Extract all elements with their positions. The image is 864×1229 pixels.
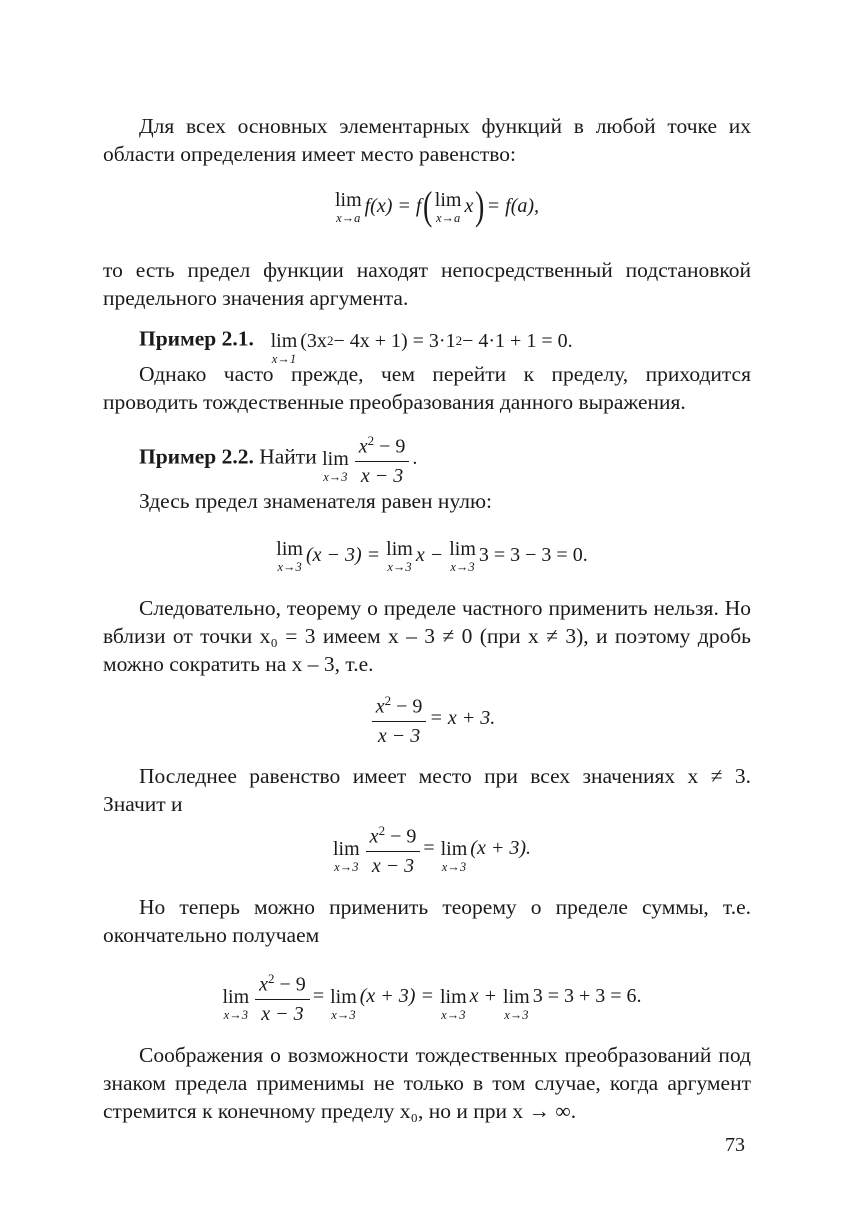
rhs: = x + 3. bbox=[429, 706, 496, 729]
lim-operator: lim x→3 bbox=[222, 985, 250, 1022]
fraction: $\frac{x^2 - 9}{x - 3}$ bbox=[355, 430, 410, 487]
lim-operator-4: lim x→3 bbox=[503, 985, 530, 1022]
term-4: 3 = 3 + 3 = 6. bbox=[532, 984, 642, 1007]
paragraph-7: Но теперь можно применить теорему о пределе суммы, т.е. окончательно получаем bbox=[103, 895, 751, 947]
expr-b: − 4x + 1) = 3·1 bbox=[333, 329, 456, 352]
paragraph-3: Однако часто прежде, чем перейти к пределу, приходится проводить тождественные преобразования данного выражения. bbox=[103, 362, 751, 414]
example-label: Пример 2.2. bbox=[139, 444, 254, 469]
lim-operator: lim x→3 bbox=[276, 538, 303, 574]
lim-operator: lim x→1 bbox=[270, 330, 298, 366]
find-word: Найти bbox=[259, 444, 317, 469]
fraction: $\frac{x^2 - 9}{x - 3}$ bbox=[255, 968, 310, 1025]
page-number: 73 bbox=[725, 1134, 745, 1156]
lim-operator: lim x→3 bbox=[322, 447, 349, 484]
formula-limit-substitution: lim x→a f(x) = f ( lim x→a x ) = f(a), bbox=[334, 183, 540, 228]
lim-operator: lim x→3 bbox=[333, 837, 360, 874]
term-1: (x − 3) = bbox=[305, 544, 381, 566]
lim-operator-inner: lim x→a bbox=[434, 188, 462, 225]
paragraph-2: то есть предел функции находят непосредственный подстановкой предельного значения аргумента. bbox=[103, 258, 751, 310]
term-2: x − bbox=[415, 544, 444, 566]
paragraph-8: Соображения о возможности тождественных преобразований под знаком предела применимы не только в том случае, когда аргумент стремится к конечному пределу x₀, но и при x → ∞. bbox=[103, 1043, 751, 1123]
expr-a: (3x bbox=[300, 329, 327, 352]
equals: = bbox=[423, 836, 435, 859]
rhs: (x + 3). bbox=[470, 836, 531, 859]
term-3: 3 = 3 − 3 = 0. bbox=[478, 544, 588, 566]
rhs-term: = f(a), bbox=[486, 194, 540, 217]
formula-limit-equality bbox=[0, 820, 864, 877]
paragraph-6: Последнее равенство имеет место при всех значениях x ≠ 3. Значит и bbox=[103, 764, 751, 816]
fx-term: f(x) = f bbox=[364, 194, 422, 217]
term-3: x + bbox=[469, 984, 498, 1007]
equals: = bbox=[312, 984, 325, 1007]
inner-x: x bbox=[464, 194, 474, 217]
example-2-1 bbox=[139, 316, 573, 365]
lim-operator: lim x→a bbox=[334, 188, 362, 225]
expr-c: − 4·1 + 1 = 0. bbox=[462, 329, 573, 352]
paragraph-1: Для всех основных элементарных функций в любой точке их области определения имеет место равенство: bbox=[103, 114, 751, 166]
paragraph-4: Здесь предел знаменателя равен нулю: bbox=[139, 489, 493, 513]
example-label: Пример 2.1. bbox=[139, 326, 254, 351]
example-2-2 bbox=[139, 430, 417, 487]
term-2: (x + 3) = bbox=[359, 984, 434, 1007]
lim-operator-2: lim x→3 bbox=[330, 985, 357, 1022]
fraction: $\frac{x^2 - 9}{x - 3}$ bbox=[366, 820, 421, 877]
end-dot: . bbox=[412, 447, 418, 470]
formula-final bbox=[0, 968, 864, 1025]
lim-operator-2: lim x→3 bbox=[440, 837, 468, 874]
lim-operator-3: lim x→3 bbox=[439, 985, 467, 1022]
lim-operator-2: lim x→3 bbox=[386, 538, 413, 574]
sq: 2 bbox=[326, 332, 334, 348]
fraction: $\frac{x^2 - 9}{x - 3}$ bbox=[372, 690, 427, 747]
sq2: 2 bbox=[455, 332, 463, 348]
formula-simplify bbox=[0, 690, 864, 747]
formula-denominator-limit bbox=[0, 538, 864, 573]
lim-operator-3: lim x→3 bbox=[449, 538, 476, 574]
paragraph-5: Следовательно, теорему о пределе частного применить нельзя. Но вблизи от точки x₀ = 3 имеем x – 3 ≠ 0 (при x ≠ 3), и поэтому дробь можно сократить на x – 3, т.е. bbox=[103, 596, 751, 676]
